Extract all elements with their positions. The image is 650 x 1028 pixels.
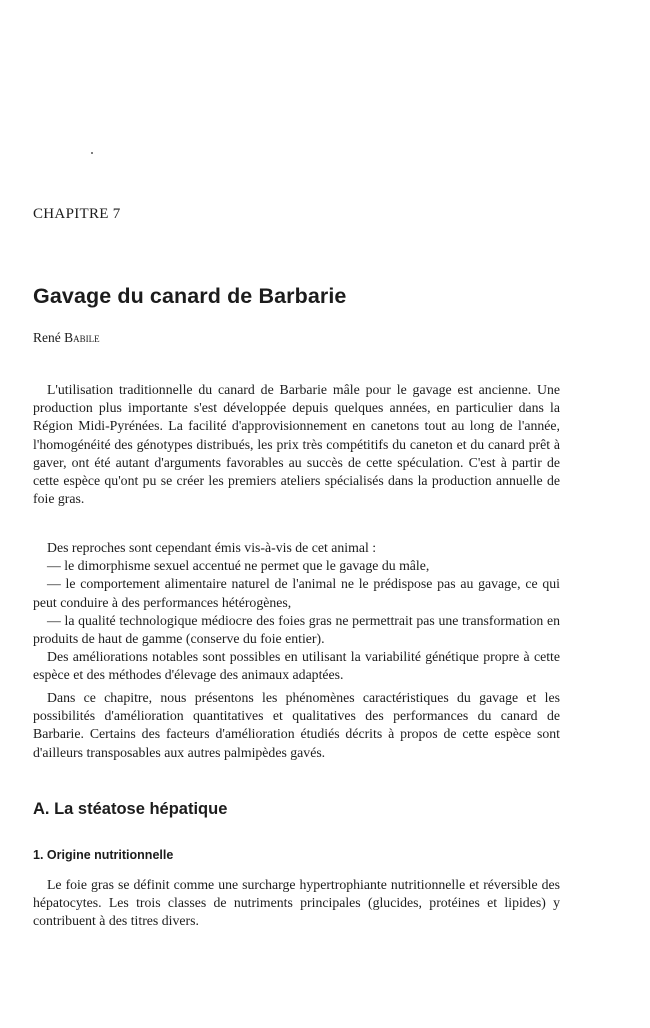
criticism-item-2: — le comportement alimentaire naturel de l'animal ne le prédispose pas au gavage, ce qui peut conduire à des performances hétérogènes, — [33, 576, 560, 610]
criticisms-block — [33, 539, 560, 685]
chapter-title: Gavage du canard de Barbarie — [33, 284, 347, 308]
author-last-name: Babile — [64, 330, 100, 345]
subsection-1-title: 1. Origine nutritionnelle — [33, 848, 174, 862]
chapter-label: CHAPITRE 7 — [33, 206, 121, 222]
chapter-summary-paragraph: Dans ce chapitre, nous présentons les phénomènes caractéristiques du gavage et les possibilités d'amélioration quantitatives et qualitatives des performances du canard de Barbarie. Certains des facteurs d'amélioration étudiés décrits à propos de cette espèce sont d'ailleurs transposables aux autres palmipèdes gavés. — [33, 690, 560, 760]
section-a-title: A. La stéatose hépatique — [33, 800, 228, 818]
criticism-item-3: — la qualité technologique médiocre des foies gras ne permettrait pas une transformation en produits de haut de gamme (conserve du foie entier). — [33, 612, 560, 647]
intro-paragraph-1: L'utilisation traditionnelle du canard de Barbarie mâle pour le gavage est ancienne. Une production plus importante s'est développée depuis quelques années, en particulier dans la Région Midi-Pyrénées. La facilité d'approvisionnement en canetons tout au long de l'année, l'homogénéité des génotypes distribués, les prix très compétitifs du caneton et du canard prêt à gaver, ont été autant d'arguments favorables au succès de cette spéculation. C'est à partir de cette espèce qu'ont pu se créer les premiers ateliers spécialisés dans la production annuelle de foie gras. — [33, 382, 560, 507]
chapter-summary-block — [33, 689, 560, 762]
criticism-item-1: — le dimorphisme sexuel accentué ne permet que le gavage du mâle, — [47, 558, 430, 574]
improvements-paragraph: Des améliorations notables sont possibles en utilisant la variabilité génétique propre à cette espèce et des méthodes d'élevage des animaux adaptées. — [33, 649, 560, 683]
author-line — [33, 330, 100, 346]
criticisms-intro: Des reproches sont cependant émis vis-à-vis de cet animal : — [47, 540, 377, 555]
author-first-name: René — [33, 330, 65, 345]
subsection-1-block — [33, 876, 560, 931]
intro-paragraph-block — [33, 381, 560, 508]
stray-dot-mark — [91, 152, 93, 154]
subsection-1-paragraph: Le foie gras se définit comme une surcharge hypertrophiante nutritionnelle et réversible des hépatocytes. Les trois classes de nutriments principales (glucides, protéines et lipides) y contribuent à des titres divers. — [33, 877, 560, 929]
